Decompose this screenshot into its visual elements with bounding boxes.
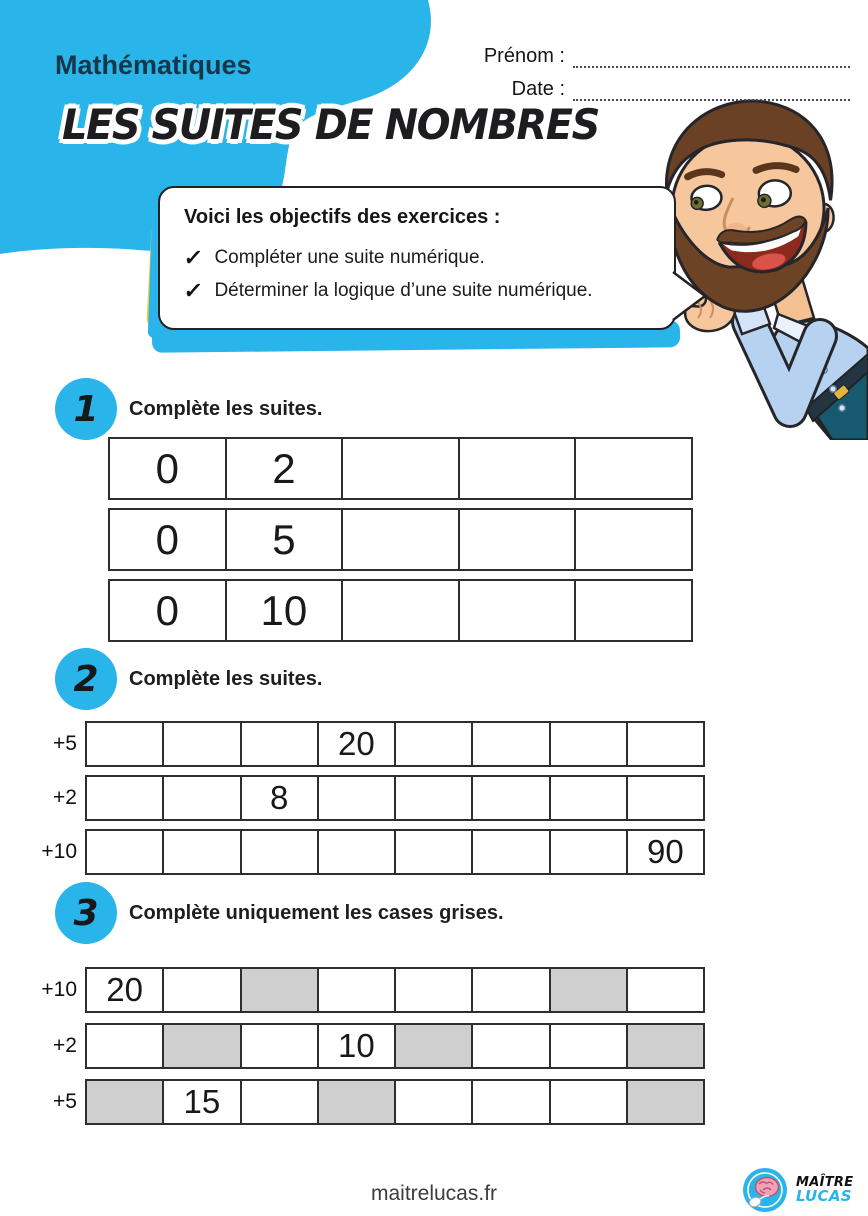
maitre-lucas-logo xyxy=(742,1166,853,1214)
exercise-3-instruction: Complète uniquement les cases grises. xyxy=(129,901,504,924)
sequence-table xyxy=(85,721,705,767)
sequence-cell[interactable] xyxy=(164,1025,241,1067)
sequence-cell[interactable] xyxy=(396,777,473,819)
sequence-table xyxy=(85,829,705,875)
sequence-cell[interactable] xyxy=(242,969,319,1011)
checkmark-icon: ✓ xyxy=(182,278,205,303)
sequence-cell[interactable] xyxy=(396,831,473,873)
sequence-cell[interactable] xyxy=(628,723,703,765)
sequence-cell[interactable] xyxy=(628,1025,703,1067)
sequence-cell[interactable] xyxy=(551,831,628,873)
sequence-cell[interactable] xyxy=(87,1081,164,1123)
sequence-cell[interactable] xyxy=(628,1081,703,1123)
step-label: +10 xyxy=(41,978,77,1001)
sequence-table xyxy=(85,775,705,821)
sequence-table xyxy=(108,579,693,642)
sequence-cell[interactable] xyxy=(473,777,550,819)
logo-text-maitre: MAÎTRE xyxy=(796,1175,854,1190)
sequence-cell[interactable] xyxy=(628,969,703,1011)
sequence-cell[interactable] xyxy=(242,723,319,765)
step-label: +2 xyxy=(53,1034,77,1057)
sequence-cell[interactable] xyxy=(87,777,164,819)
sequence-cell[interactable] xyxy=(628,777,703,819)
sequence-cell[interactable] xyxy=(164,777,241,819)
sequence-table xyxy=(85,967,705,1013)
sequence-cell[interactable] xyxy=(473,723,550,765)
exercise-2-badge: 2 xyxy=(55,648,117,710)
sequence-row xyxy=(108,579,693,642)
sequence-cell[interactable] xyxy=(460,439,577,498)
sequence-cell[interactable] xyxy=(87,723,164,765)
subject-label: Mathématiques xyxy=(55,50,252,80)
sequence-cell[interactable] xyxy=(343,510,460,569)
sequence-cell[interactable] xyxy=(164,831,241,873)
sequence-cell: 2 xyxy=(227,439,344,498)
sequence-cell: 0 xyxy=(110,581,227,640)
sequence-cell[interactable] xyxy=(242,1025,319,1067)
sequence-cell[interactable] xyxy=(87,1025,164,1067)
sequence-cell: 10 xyxy=(319,1025,396,1067)
exercise-2-tables xyxy=(41,721,705,883)
sequence-cell[interactable] xyxy=(319,777,396,819)
sequence-cell[interactable] xyxy=(319,1081,396,1123)
sequence-cell: 5 xyxy=(227,510,344,569)
sequence-table xyxy=(85,1079,705,1125)
sequence-row xyxy=(108,437,693,500)
exercise-2-instruction: Complète les suites. xyxy=(129,667,323,690)
exercise-3-tables xyxy=(41,967,705,1135)
page-title: LES SUITES DE NOMBRES xyxy=(62,100,599,149)
checkmark-icon: ✓ xyxy=(182,245,205,270)
name-label: Prénom : xyxy=(483,45,565,67)
sequence-cell[interactable] xyxy=(164,969,241,1011)
step-label: +2 xyxy=(53,786,77,809)
sequence-row xyxy=(41,829,705,875)
sequence-cell[interactable] xyxy=(396,1025,473,1067)
sequence-cell[interactable] xyxy=(473,831,550,873)
sequence-cell[interactable] xyxy=(473,1081,550,1123)
step-label: +5 xyxy=(53,1090,77,1113)
sequence-cell[interactable] xyxy=(396,723,473,765)
sequence-cell[interactable] xyxy=(551,723,628,765)
sequence-cell[interactable] xyxy=(242,831,319,873)
exercise-1-tables xyxy=(108,437,693,650)
sequence-cell[interactable] xyxy=(343,581,460,640)
sequence-table xyxy=(108,437,693,500)
sequence-row xyxy=(53,775,705,821)
exercise-2-header xyxy=(55,648,322,710)
sequence-cell: 90 xyxy=(647,833,684,870)
exercise-1-instruction: Complète les suites. xyxy=(129,397,323,420)
sequence-cell[interactable] xyxy=(319,969,396,1011)
sequence-cell[interactable] xyxy=(87,831,164,873)
objective-text: Compléter une suite numérique. xyxy=(214,247,485,268)
sequence-row xyxy=(41,967,705,1013)
sequence-cell[interactable] xyxy=(396,1081,473,1123)
sequence-cell[interactable] xyxy=(551,1025,628,1067)
sequence-table xyxy=(85,1023,705,1069)
sequence-cell[interactable] xyxy=(343,439,460,498)
date-label: Date : xyxy=(511,78,565,100)
exercise-3-badge: 3 xyxy=(55,882,117,944)
sequence-cell: 0 xyxy=(110,510,227,569)
sequence-row xyxy=(53,1079,705,1125)
logo-brain-icon xyxy=(742,1166,790,1214)
sequence-row xyxy=(108,508,693,571)
student-id-block xyxy=(470,44,850,110)
sequence-cell[interactable] xyxy=(551,777,628,819)
exercise-1-header xyxy=(55,378,322,440)
website-url: maitrelucas.fr xyxy=(370,1182,498,1205)
sequence-cell: 15 xyxy=(164,1081,241,1123)
sequence-cell[interactable] xyxy=(551,1081,628,1123)
sequence-cell[interactable] xyxy=(576,581,691,640)
objective-text: Déterminer la logique d’une suite numérique. xyxy=(214,280,593,301)
step-label: +5 xyxy=(53,732,77,755)
sequence-cell: 20 xyxy=(87,969,164,1011)
sequence-cell[interactable] xyxy=(164,723,241,765)
sequence-cell[interactable] xyxy=(576,510,691,569)
objectives-heading: Voici les objectifs des exercices : xyxy=(184,206,501,228)
sequence-cell[interactable] xyxy=(576,439,691,498)
sequence-cell[interactable] xyxy=(460,581,577,640)
logo-text-lucas: LUCAS xyxy=(796,1187,852,1205)
sequence-cell: 20 xyxy=(319,723,396,765)
objective-item xyxy=(184,245,650,271)
step-label: +10 xyxy=(41,840,77,863)
sequence-cell: 0 xyxy=(110,439,227,498)
date-write-line[interactable] xyxy=(573,77,850,101)
sequence-cell[interactable] xyxy=(319,831,396,873)
sequence-cell[interactable] xyxy=(473,1025,550,1067)
sequence-table xyxy=(108,508,693,571)
speech-bubble-tail xyxy=(671,272,707,322)
objectives-speech-bubble xyxy=(158,186,676,330)
sequence-cell[interactable] xyxy=(396,969,473,1011)
sequence-row xyxy=(53,1023,705,1069)
exercise-1-badge: 1 xyxy=(55,378,117,440)
sequence-cell[interactable] xyxy=(460,510,577,569)
sequence-cell: 10 xyxy=(227,581,344,640)
objective-item xyxy=(184,278,650,304)
sequence-cell: 8 xyxy=(242,777,319,819)
sequence-cell[interactable] xyxy=(242,1081,319,1123)
sequence-cell[interactable] xyxy=(473,969,550,1011)
name-write-line[interactable] xyxy=(573,44,850,68)
sequence-cell[interactable] xyxy=(551,969,628,1011)
exercise-3-header xyxy=(55,882,504,944)
sequence-row xyxy=(53,721,705,767)
